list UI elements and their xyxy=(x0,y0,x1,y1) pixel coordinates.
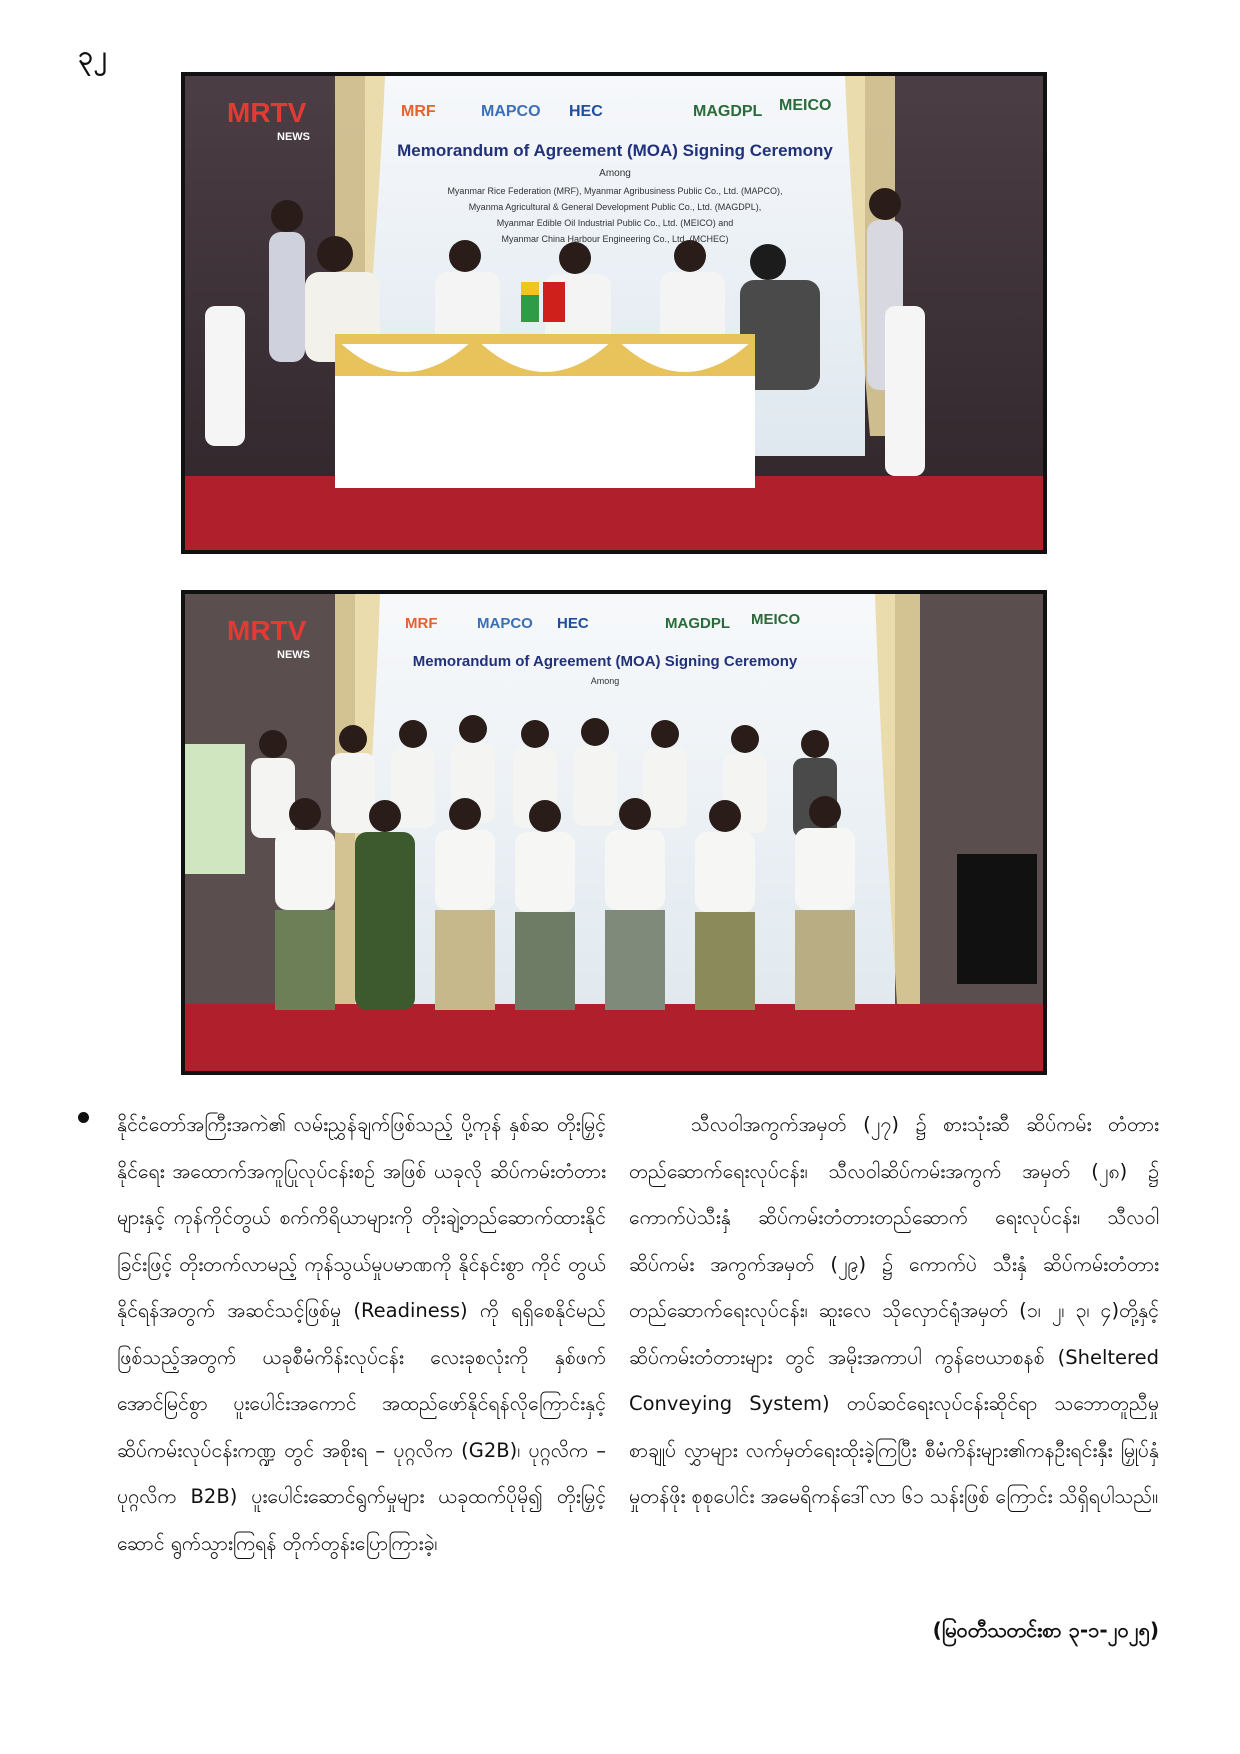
source-citation: (မြဝတီသတင်းစာ ၃-၁-၂၀၂၅) xyxy=(932,1618,1159,1642)
left-paragraph: နိုင်ငံတော်အကြီးအကဲ၏ လမ်းညွှန်ချက်ဖြစ်သည့် ပို့ကုန် နှစ်ဆ တိုးမြှင့်နိုင်ရေး အထောက်အကူပြုလုပ်ငန်းစဉ် အဖြစ် ယခုလို ဆိပ်ကမ်းတံတားများနှင့် ကုန်ကိုင်တွယ် စက်ကိရိယာများကို တိုးချဲ့တည်ဆောက်ထားနိုင်ခြင်းဖြင့် တိုးတက်လာမည့် ကုန်သွယ်မှုပမာဏကို နိုင်နင်းစွာ ကိုင် တွယ်နိုင်ရန်အတွက် အဆင်သင့်ဖြစ်မှု (Readiness) ကို ရရှိစေနိုင်မည်ဖြစ်သည့်အတွက် ယခုစီမံကိန်းလုပ်ငန်း လေးခုစလုံးကို နှစ်ဖက်အောင်မြင်စွာ ပူးပေါင်းအကောင် အထည်ဖော်နိုင်ရန်လိုကြောင်းနှင့် ဆိပ်ကမ်းလုပ်ငန်းကဏ္ဍ တွင် အစိုးရ – ပုဂ္ဂလိက (G2B)၊ ပုဂ္ဂလိက – ပုဂ္ဂလိက B2B) ပူးပေါင်းဆောင်ရွက်မှုများ ယခုထက်ပိုမို၍ တိုးမြှင့်ဆောင် ရွက်သွားကြရန် တိုက်တွန်းပြောကြားခဲ့၊ xyxy=(117,1113,606,1555)
banner-title: Memorandum of Agreement (MOA) Signing Ceremony xyxy=(412,653,798,670)
logo-mrf: MRF xyxy=(401,103,436,120)
logo-mapco: MAPCO xyxy=(481,103,541,120)
banner-among: Among xyxy=(599,168,631,179)
banner-line-2: Myanma Agricultural & General Development Public Co., Ltd. (MAGDPL), xyxy=(468,202,762,212)
banner-title: Memorandum of Agreement (MOA) Signing Ceremony xyxy=(397,141,833,160)
mrtv-news-label: NEWS xyxy=(277,649,310,661)
carpet xyxy=(185,1004,1043,1071)
logo-hec: HEC xyxy=(557,615,589,632)
banner-among: Among xyxy=(590,676,620,686)
logo-hec: HEC xyxy=(569,103,603,120)
signing-ceremony-photo xyxy=(181,72,1047,554)
right-paragraph: သီလဝါအကွက်အမှတ် (၂၇) ၌ စားသုံးဆီ ဆိပ်ကမ်း တံတားတည်ဆောက်ရေးလုပ်ငန်း၊ သီလဝါဆိပ်ကမ်းအကွက် အမှတ် (၂၈) ၌ ကောက်ပဲသီးနှံ ဆိပ်ကမ်းတံတားတည်ဆောက် ရေးလုပ်ငန်း၊ သီလဝါဆိပ်ကမ်း အကွက်အမှတ် (၂၉) ၌ ကောက်ပဲ သီးနှံ ဆိပ်ကမ်းတံတားတည်ဆောက်ရေးလုပ်ငန်း၊ ဆူးလေ သိုလှောင်ရုံအမှတ် (၁၊ ၂၊ ၃၊ ၄)တို့နှင့် ဆိပ်ကမ်းတံတားများ တွင် အမိုးအကာပါ ကွန်ဗေယာစနစ် (Sheltered Conveying System) တပ်ဆင်ရေးလုပ်ငန်းဆိုင်ရာ သဘောတူညီမှုစာချုပ် လွှာများ လက်မှတ်ရေးထိုးခဲ့ကြပြီး စီမံကိန်းများ၏ကနဦးရင်းနှီး မြှုပ်နှံမှုတန်ဖိုး စုစုပေါင်း အမေရိကန်ဒေါ်လာ ၆၁ သန်းဖြစ် ကြောင်း သိရှိရပါသည်။ xyxy=(629,1113,1159,1508)
banner-line-3: Myanmar Edible Oil Industrial Public Co., Ltd. (MEICO) and xyxy=(496,218,734,228)
logo-meico: MEICO xyxy=(751,611,801,628)
signing-ceremony-image xyxy=(185,76,1043,550)
banner-line-1: Myanmar Rice Federation (MRF), Myanmar Agribusiness Public Co., Ltd. (MAPCO), xyxy=(447,186,783,196)
group-photo xyxy=(181,590,1047,1075)
signing-table xyxy=(335,338,755,488)
usher-left xyxy=(269,200,305,362)
logo-meico: MEICO xyxy=(779,97,832,114)
page-number: ၃၂ xyxy=(78,41,108,71)
mrtv-watermark: MRTV xyxy=(227,615,307,646)
mrtv-news-label: NEWS xyxy=(277,131,310,143)
left-column xyxy=(117,1102,606,1567)
bullet-point xyxy=(78,1112,89,1123)
side-screen xyxy=(185,744,245,874)
group-photo-image xyxy=(185,594,1043,1071)
podium xyxy=(957,854,1037,984)
logo-mrf: MRF xyxy=(405,615,438,632)
right-column xyxy=(629,1102,1159,1521)
mrtv-watermark: MRTV xyxy=(227,97,307,128)
logo-mapco: MAPCO xyxy=(477,615,533,632)
banner-line-4: Myanmar China Harbour Engineering Co., Ltd. (MCHEC) xyxy=(501,234,729,244)
logo-magdpl: MAGDPL xyxy=(665,615,730,632)
logo-magdpl: MAGDPL xyxy=(693,103,763,120)
